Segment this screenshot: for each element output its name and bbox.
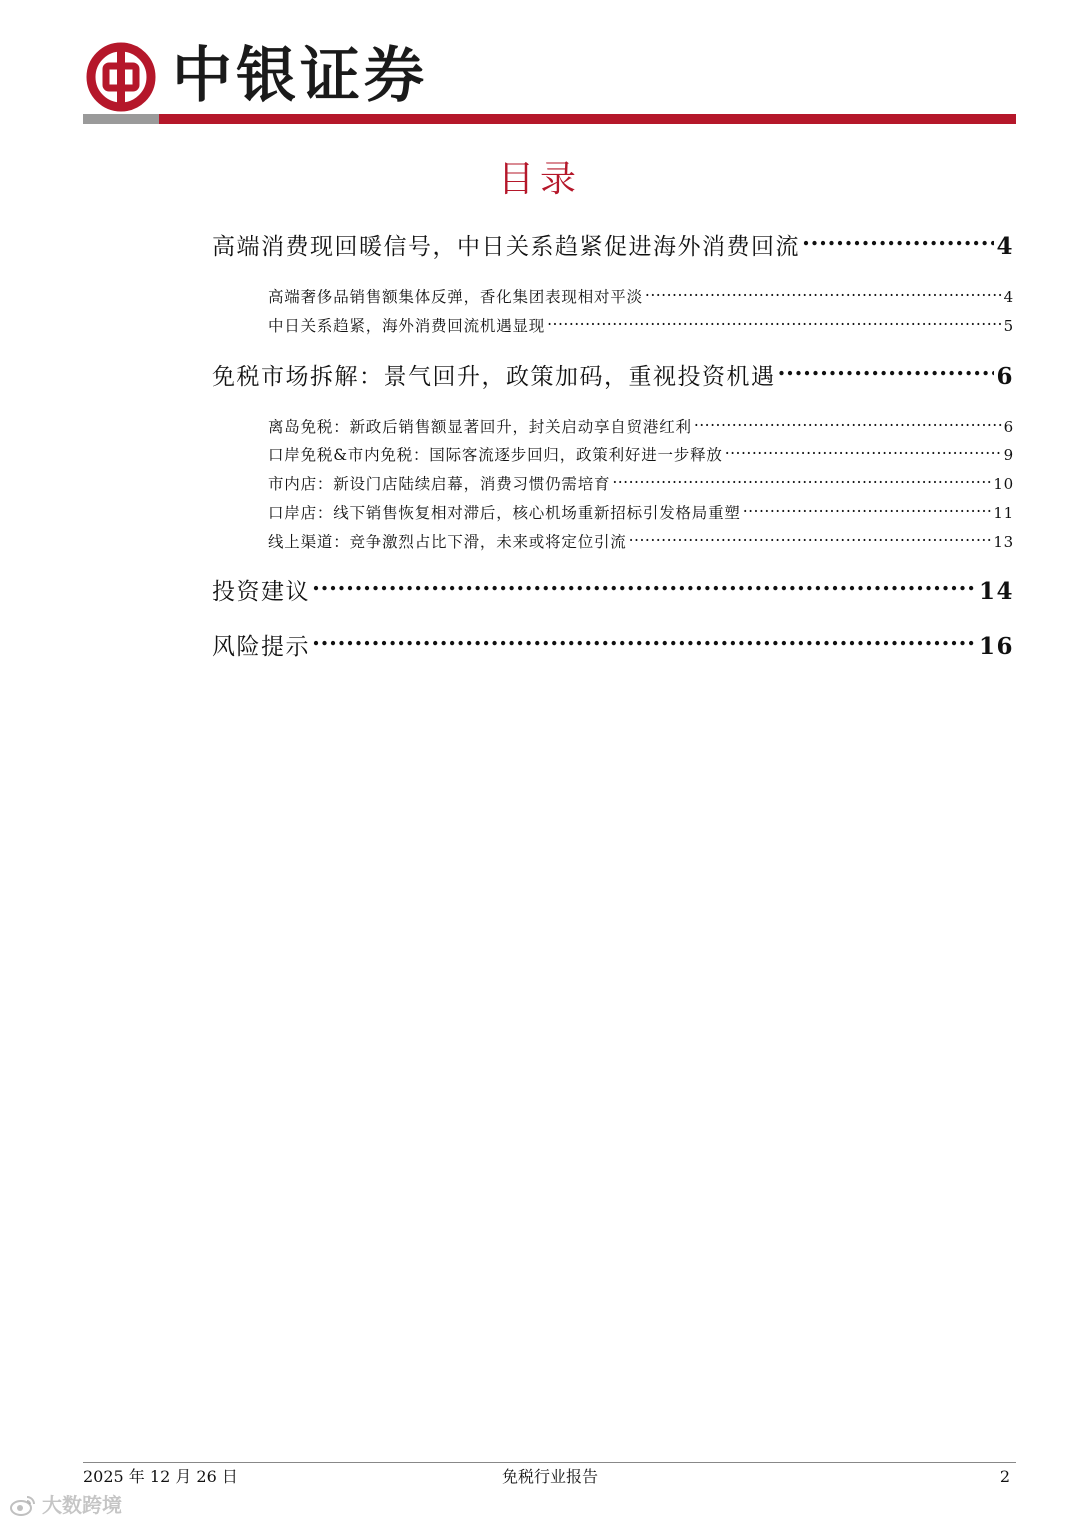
toc-leader-dots <box>645 287 1002 303</box>
toc-entry[interactable] <box>268 444 1014 466</box>
bank-of-china-logo-icon <box>86 42 156 112</box>
toc-entry-page: 11 <box>993 504 1014 522</box>
toc-entry[interactable] <box>268 473 1014 495</box>
toc-entry-label: 离岛免税：新政后销售额显著回升，封关启动享自贸港红利 <box>268 418 692 436</box>
toc-entry-page: 14 <box>978 578 1014 605</box>
toc-entry[interactable] <box>212 231 1014 263</box>
toc-entry-label: 口岸免税&市内免税：国际客流逐步回归，政策利好进一步释放 <box>268 446 723 464</box>
toc-entry-page: 4 <box>1003 288 1014 306</box>
toc-entry-label: 高端奢侈品销售额集体反弹，香化集团表现相对平淡 <box>268 288 643 306</box>
watermark-text: 大数跨境 <box>42 1493 122 1517</box>
toc-title: 目录 <box>497 159 582 200</box>
toc-entry[interactable] <box>268 531 1014 553</box>
toc-entry-page: 16 <box>978 633 1014 660</box>
toc-leader-dots <box>802 231 994 254</box>
toc-leader-dots <box>629 532 992 548</box>
toc-leader-dots <box>743 503 992 519</box>
toc-entry[interactable] <box>268 416 1014 438</box>
toc-leader-dots <box>778 361 995 384</box>
toc-entry[interactable] <box>212 361 1014 393</box>
toc-entry-label: 线上渠道：竞争激烈占比下滑，未来或将定位引流 <box>268 533 627 551</box>
footer-report-type: 免税行业报告 <box>501 1467 598 1486</box>
toc-entry-label: 免税市场拆解：景气回升，政策加码，重视投资机遇 <box>212 364 776 390</box>
toc-entry-page: 5 <box>1003 317 1014 335</box>
toc-entry-label: 投资建议 <box>212 579 310 605</box>
footer-page-number: 2 <box>999 1467 1010 1486</box>
toc-leader-dots <box>725 445 1002 461</box>
toc-leader-dots <box>612 474 991 490</box>
toc-entry-page: 13 <box>993 533 1014 551</box>
toc-leader-dots <box>547 316 1002 332</box>
toc-entry-page: 4 <box>996 233 1014 260</box>
brand-name: 中银证券 <box>172 41 428 111</box>
toc-entry-page: 6 <box>996 363 1014 390</box>
toc-entry[interactable] <box>268 286 1014 308</box>
footer-date: 2025 年 12 月 26 日 <box>83 1467 238 1486</box>
weibo-logo-icon <box>10 1494 36 1516</box>
toc-entry[interactable] <box>212 631 1014 663</box>
header-divider-red <box>159 114 1016 124</box>
toc-entry[interactable] <box>268 315 1014 337</box>
watermark <box>10 1490 122 1520</box>
toc-entry-label: 高端消费现回暖信号，中日关系趋紧促进海外消费回流 <box>212 234 800 260</box>
header-divider-gray <box>83 114 159 124</box>
toc-entry-page: 10 <box>993 475 1014 493</box>
toc-leader-dots <box>312 631 977 654</box>
toc-leader-dots <box>694 417 1002 433</box>
toc-entry[interactable] <box>212 576 1014 608</box>
toc-entry-label: 市内店：新设门店陆续启幕，消费习惯仍需培育 <box>268 475 611 493</box>
toc-entry-page: 6 <box>1003 418 1014 436</box>
toc-entry-page: 9 <box>1003 446 1014 464</box>
toc-entry-label: 风险提示 <box>212 634 310 660</box>
toc-entry-label: 中日关系趋紧，海外消费回流机遇显现 <box>268 317 546 335</box>
toc-entry-label: 口岸店：线下销售恢复相对滞后，核心机场重新招标引发格局重塑 <box>268 504 741 522</box>
footer-divider <box>83 1462 1016 1463</box>
toc-entry[interactable] <box>268 502 1014 524</box>
toc-leader-dots <box>312 576 977 599</box>
